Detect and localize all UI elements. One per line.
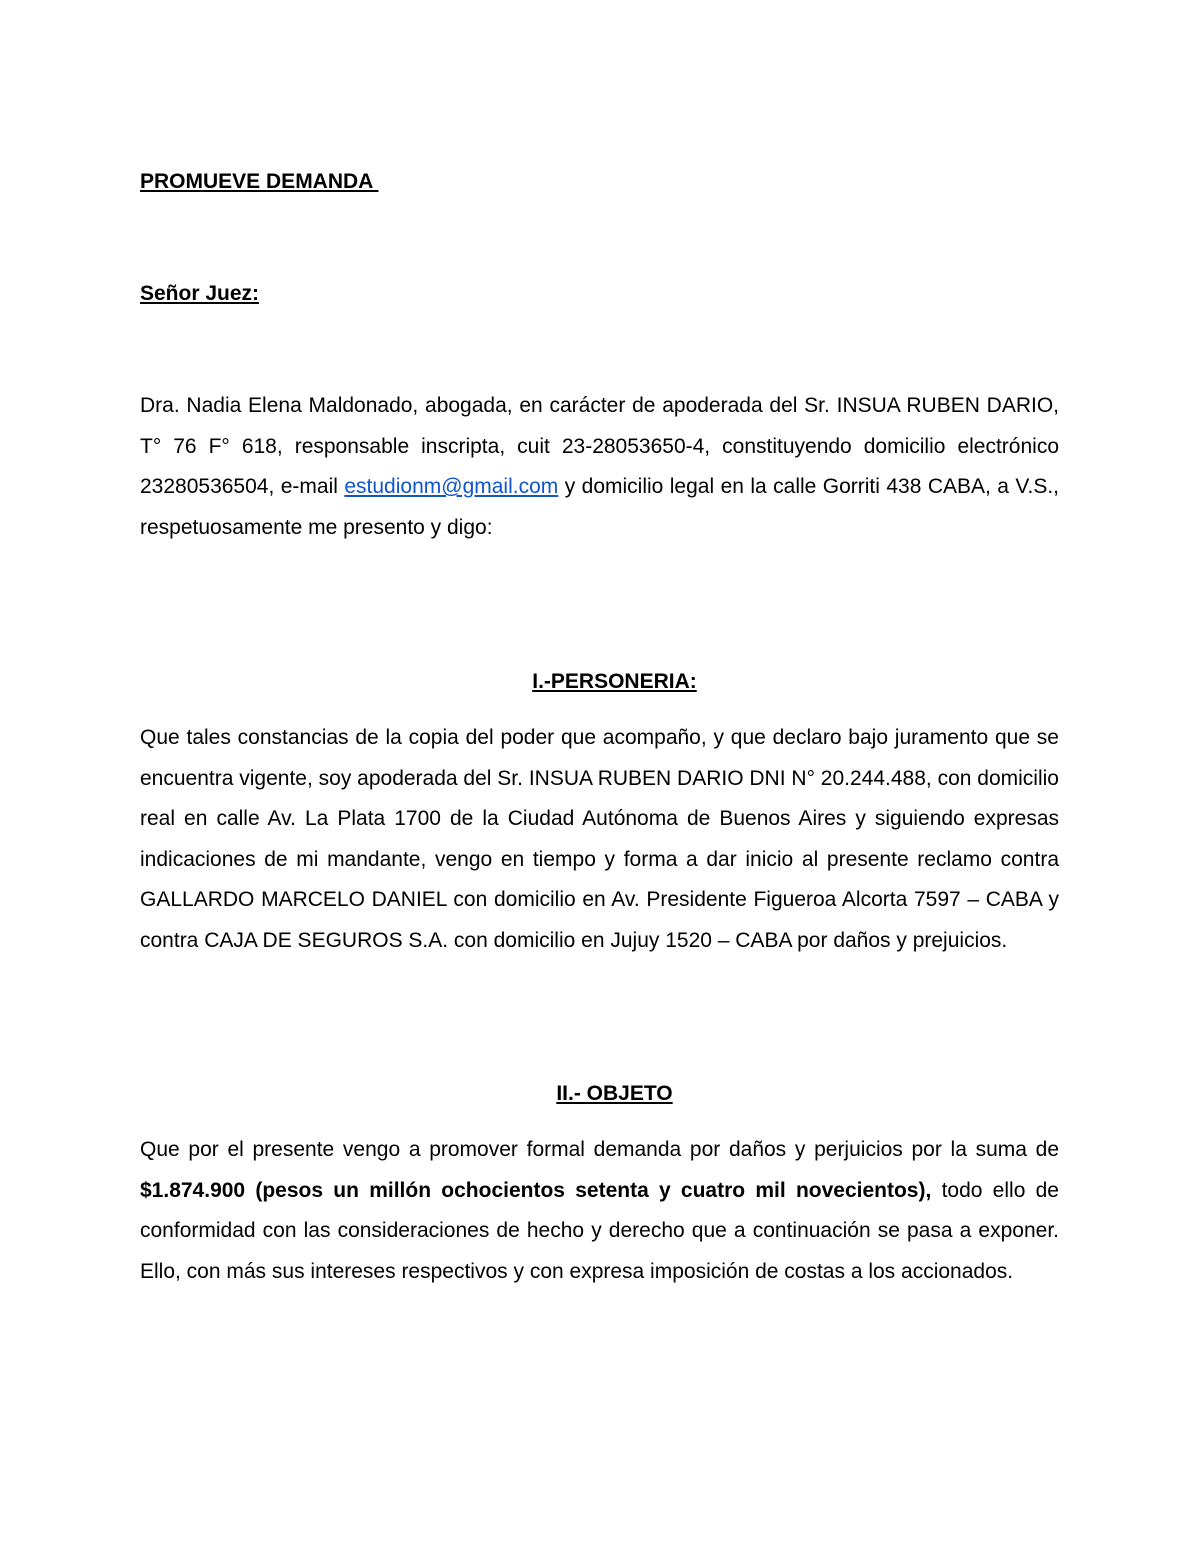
objeto-text-after: todo ello de conformidad con las consideraciones de hecho y derecho que a continuación se pasa a exponer. Ello, con más sus intereses respectivos y con expresa imposición de costas a los accionados.: [140, 1178, 1059, 1283]
personeria-paragraph: Que tales constancias de la copia del poder que acompaño, y que declaro bajo juramento que se encuentra vigente, soy apoderada del Sr. INSUA RUBEN DARIO DNI N° 20.244.488, con domicilio real en calle Av. La Plata 1700 de la Ciudad Autónoma de Buenos Aires y siguiendo expresas indicaciones de mi mandante, vengo en tiempo y forma a dar inicio al presente reclamo contra GALLARDO MARCELO DANIEL con domicilio en Av. Presidente Figueroa Alcorta 7597 – CABA y contra CAJA DE SEGUROS S.A. con domicilio en Jujuy 1520 – CABA por daños y prejuicios.: [140, 726, 1059, 952]
section-heading-personeria-text: I.-PERSONERIA:: [532, 670, 697, 693]
salutation: Señor Juez:: [140, 282, 260, 305]
objeto-paragraph: [140, 1130, 1059, 1292]
intro-text-part2: y domicilio legal en la calle Gorriti 438 CABA, a V.S., respetuosamente me presento y digo:: [140, 475, 1059, 539]
intro-paragraph: [140, 386, 1059, 548]
objeto-text-before: Que por el presente vengo a promover formal demanda por daños y perjuicios por la suma de: [140, 1138, 1059, 1161]
section-heading-objeto-text: II.- OBJETO: [556, 1082, 673, 1105]
email-link[interactable]: estudionm@gmail.com: [344, 475, 559, 498]
intro-text-part1: Dra. Nadia Elena Maldonado, abogada, en carácter de apoderada del Sr. INSUA RUBEN DARIO, T° 76 F° 618, responsable inscripta, cuit 23-28053650-4, constituyendo domicilio electrónico 23280536504, e-mail: [140, 394, 1059, 498]
section-heading-personeria: [140, 668, 1059, 696]
section-heading-objeto: [140, 1080, 1059, 1108]
document-title: PROMUEVE DEMANDA: [140, 170, 379, 193]
claim-amount: $1.874.900 (pesos un millón ochocientos setenta y cuatro mil novecientos),: [140, 1178, 932, 1202]
